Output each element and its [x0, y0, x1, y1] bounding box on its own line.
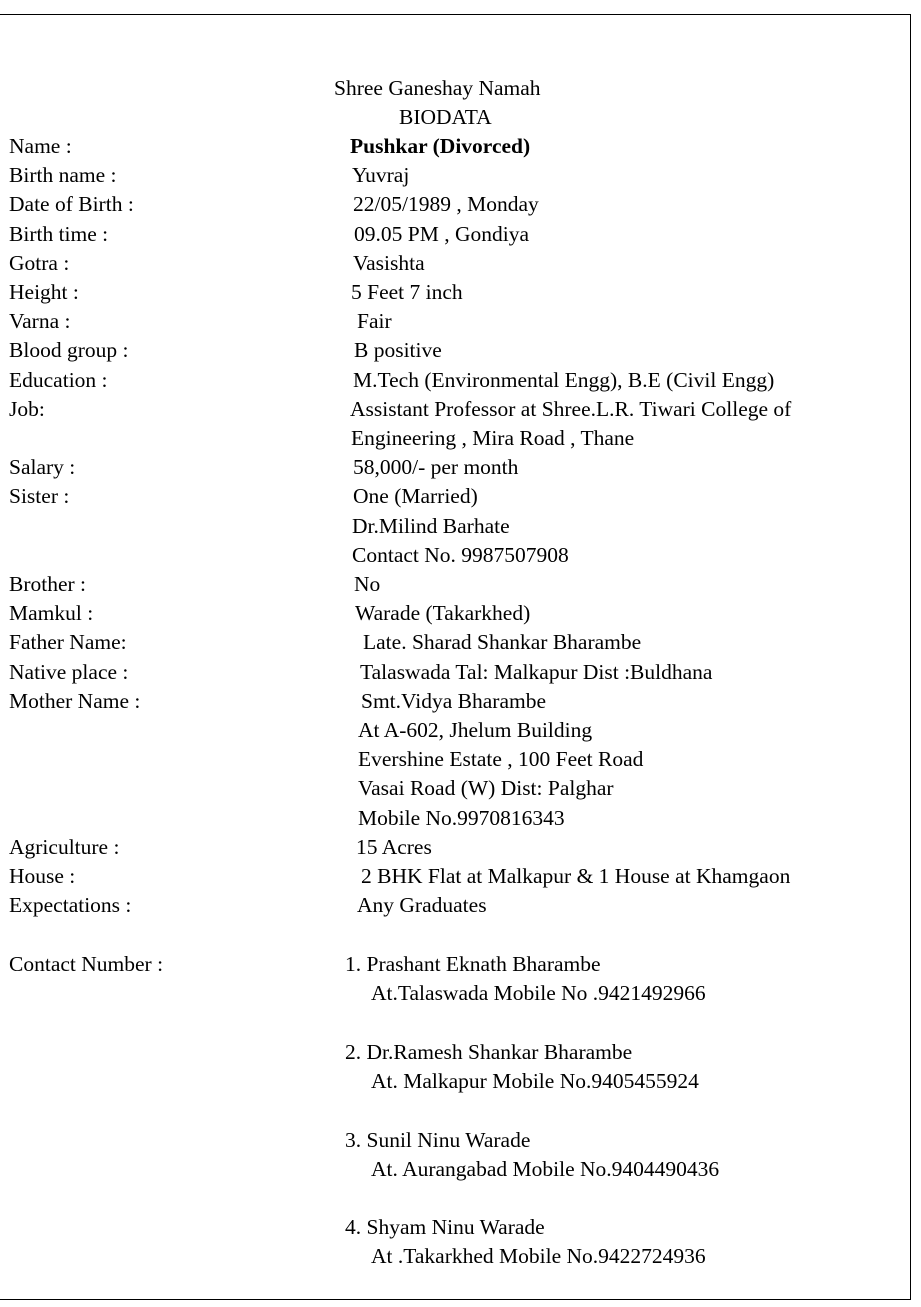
field-value: B positive: [354, 338, 442, 363]
field-value: Assistant Professor at Shree.L.R. Tiwari College of: [350, 396, 792, 421]
field-label: Height :: [9, 280, 79, 304]
contact-name: 2. Dr.Ramesh Shankar Bharambe: [345, 1040, 633, 1064]
field-value: Pushkar (Divorced): [350, 134, 531, 158]
field-value: At A-602, Jhelum Building: [358, 718, 593, 742]
field-label: Mamkul :: [9, 601, 94, 626]
field-value: Evershine Estate , 100 Feet Road: [358, 747, 644, 772]
field-value: Yuvraj: [352, 163, 410, 188]
field-value: M.Tech (Environmental Engg), B.E (Civil Engg): [353, 367, 775, 392]
biodata-title: BIODATA: [399, 105, 492, 129]
field-value: Warade (Takarkhed): [355, 601, 531, 626]
biodata-page: [0, 14, 911, 1300]
contact-detail: At .Takarkhed Mobile No.9422724936: [371, 1244, 706, 1269]
field-label: Name :: [9, 134, 72, 158]
field-value: Any Graduates: [357, 893, 487, 918]
field-value: Dr.Milind Barhate: [352, 513, 510, 538]
field-label: Agriculture :: [9, 834, 120, 859]
field-value: 5 Feet 7 inch: [351, 280, 463, 304]
field-label: Varna :: [9, 309, 71, 334]
field-label: Education :: [9, 367, 108, 392]
field-value: Fair: [357, 309, 392, 334]
field-label: Birth name :: [9, 163, 117, 188]
contact-name: 4. Shyam Ninu Warade: [345, 1215, 545, 1239]
field-value: 2 BHK Flat at Malkapur & 1 House at Khamgaon: [361, 864, 791, 888]
contact-detail: At. Aurangabad Mobile No.9404490436: [371, 1157, 720, 1182]
field-value: Talaswada Tal: Malkapur Dist :Buldhana: [360, 659, 713, 684]
contact-detail: At.Talaswada Mobile No .9421492966: [371, 981, 706, 1006]
field-label: House :: [9, 864, 76, 888]
field-value: Contact No. 9987507908: [352, 542, 569, 567]
contact-name: 3. Sunil Ninu Warade: [345, 1128, 531, 1152]
field-value: Engineering , Mira Road , Thane: [351, 426, 635, 450]
field-value: One (Married): [353, 484, 478, 509]
field-label: Expectations :: [9, 893, 132, 918]
field-value: No: [354, 572, 381, 596]
field-label: Sister :: [9, 484, 70, 509]
field-label: Brother :: [9, 572, 87, 596]
field-value: 09.05 PM , Gondiya: [354, 221, 529, 246]
contact-name: 1. Prashant Eknath Bharambe: [345, 952, 601, 976]
field-label: Father Name:: [9, 630, 127, 655]
field-value: Vasishta: [353, 250, 425, 275]
field-value: Vasai Road (W) Dist: Palghar: [358, 776, 614, 801]
field-label: Gotra :: [9, 250, 70, 275]
contact-number-label: Contact Number :: [9, 952, 164, 976]
field-label: Blood group :: [9, 338, 129, 363]
field-value: Mobile No.9970816343: [358, 805, 565, 830]
field-label: Native place :: [9, 659, 129, 684]
contact-detail: At. Malkapur Mobile No.9405455924: [371, 1069, 699, 1094]
invocation-heading: Shree Ganeshay Namah: [334, 76, 541, 100]
field-label: Job:: [9, 396, 45, 421]
field-value: Late. Sharad Shankar Bharambe: [363, 630, 642, 655]
field-label: Salary :: [9, 455, 76, 480]
field-label: Birth time :: [9, 221, 109, 246]
field-value: 15 Acres: [356, 834, 432, 859]
field-value: 58,000/- per month: [353, 455, 519, 480]
field-label: Date of Birth :: [9, 192, 134, 217]
field-value: 22/05/1989 , Monday: [353, 192, 539, 217]
field-value: Smt.Vidya Bharambe: [361, 688, 547, 713]
field-label: Mother Name :: [9, 688, 141, 713]
